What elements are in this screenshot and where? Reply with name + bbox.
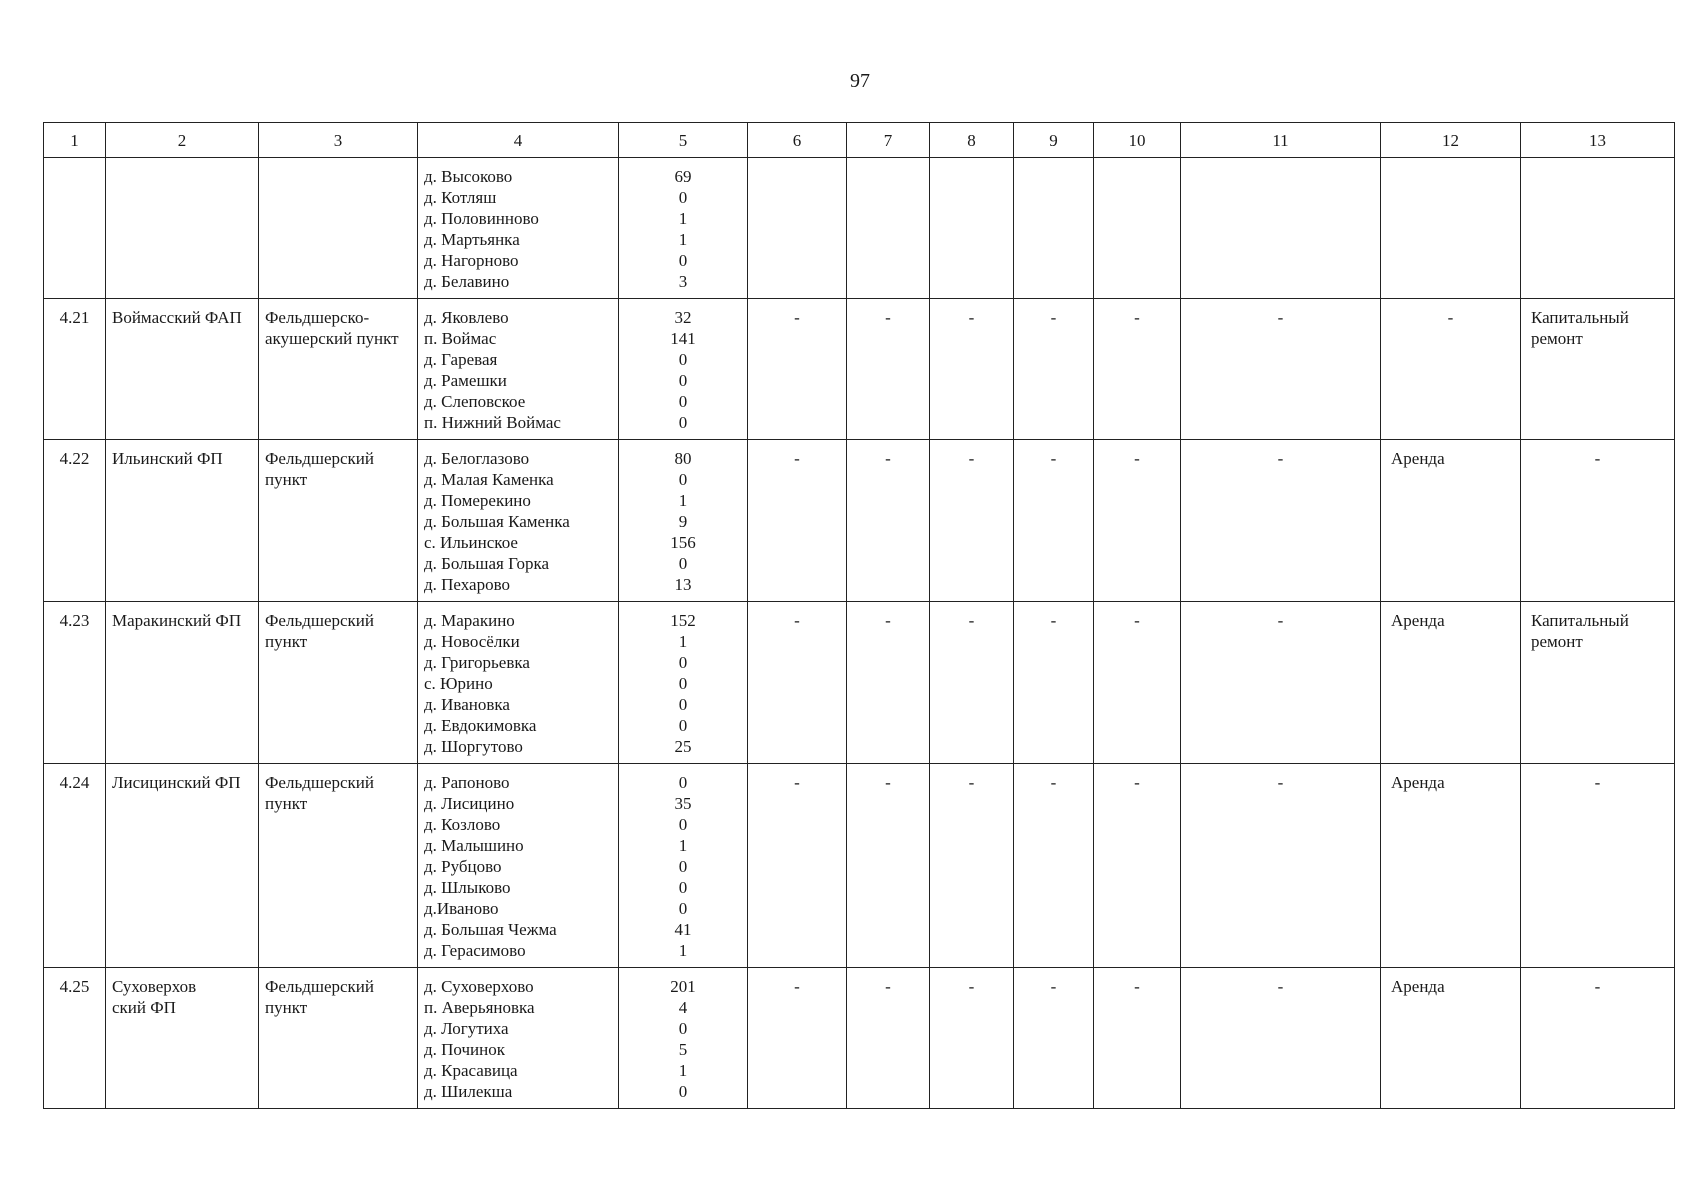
cell-line: 0 [678,392,688,411]
cell-line: 0 [678,674,688,693]
cell-line: д. Логутиха [424,1019,509,1038]
cell-line: ремонт [1531,329,1583,348]
cell-line: Фельдшерский [265,977,374,996]
cell-c6: - [748,440,847,602]
cell-settlements [418,764,619,968]
column-header-8: 8 [930,123,1014,158]
table-row [44,440,1675,602]
cell-c8: - [930,602,1014,764]
cell-c11: - [1181,968,1381,1109]
cell-population [619,602,748,764]
cell-facility-name [106,602,259,764]
column-header-6: 6 [748,123,847,158]
cell-line: - [1594,977,1601,996]
column-header-2: 2 [106,123,259,158]
cell-settlements [418,299,619,440]
cell-line: д. Ивановка [424,695,510,714]
cell-c7: - [847,602,930,764]
cell-number: 4.21 [44,299,106,440]
cell-line: Суховерхов [112,977,197,996]
cell-line: д. Шлыково [424,878,511,897]
cell-line: 0 [678,653,688,672]
cell-c7: - [847,299,930,440]
cell-line: 1 [678,632,688,651]
header-row [44,123,1675,158]
cell-c7: - [847,968,930,1109]
cell-c9: - [1014,968,1094,1109]
cell-line: Аренда [1391,977,1445,996]
cell-line: Капитальный [1531,611,1629,630]
cell-c9: - [1014,764,1094,968]
cell-c12 [1381,440,1521,602]
cell-line: д. Малая Каменка [424,470,554,489]
cell-c13 [1521,968,1675,1109]
cell-line: пункт [265,998,308,1017]
cell-line: д. Мартьянка [424,230,520,249]
page-number: 97 [850,70,870,92]
cell-facility-name [106,440,259,602]
cell-line: д. Евдокимовка [424,716,537,735]
cell-line: Фельдшерский [265,773,374,792]
cell-line: 35 [674,794,692,813]
cell-line: д. Рубцово [424,857,502,876]
table-row [44,158,1675,299]
cell-line: д. Слеповское [424,392,526,411]
cell-line: 0 [678,350,688,369]
cell-c11 [1181,158,1381,299]
cell-c12 [1381,764,1521,968]
cell-line: 0 [678,188,688,207]
cell-line: 0 [678,773,688,792]
cell-line: 13 [674,575,692,594]
cell-line: пункт [265,470,308,489]
cell-line: д. Померекино [424,491,531,510]
cell-line: 0 [678,371,688,390]
cell-line: д. Новосёлки [424,632,520,651]
column-header-1: 1 [44,123,106,158]
cell-line: 5 [678,1040,688,1059]
cell-line: 1 [678,491,688,510]
column-header-9: 9 [1014,123,1094,158]
cell-facility-type [259,968,418,1109]
cell-line: 69 [674,167,692,186]
cell-c6: - [748,764,847,968]
cell-line: 1 [678,836,688,855]
cell-line: - [1447,308,1454,327]
cell-line: 152 [670,611,696,630]
table-row [44,968,1675,1109]
cell-line: д. Лисицино [424,794,515,813]
cell-c12 [1381,158,1521,299]
cell-line: д. Герасимово [424,941,526,960]
column-header-4: 4 [418,123,619,158]
cell-line: 0 [678,899,688,918]
cell-line: д. Григорьевка [424,653,530,672]
cell-line: Аренда [1391,449,1445,468]
cell-line: д. Белоглазово [424,449,530,468]
cell-line: 0 [678,413,688,432]
cell-c6: - [748,968,847,1109]
cell-c13 [1521,440,1675,602]
cell-line: - [1594,449,1601,468]
cell-c13 [1521,158,1675,299]
cell-number: 4.22 [44,440,106,602]
cell-c6: - [748,299,847,440]
cell-line: д. Гаревая [424,350,498,369]
cell-line: 0 [678,815,688,834]
cell-c8 [930,158,1014,299]
cell-c9: - [1014,440,1094,602]
cell-facility-type [259,602,418,764]
cell-c10: - [1094,440,1181,602]
cell-c10 [1094,158,1181,299]
cell-population [619,764,748,968]
cell-line: д. Большая Горка [424,554,550,573]
cell-c11: - [1181,440,1381,602]
column-header-10: 10 [1094,123,1181,158]
cell-number: 4.23 [44,602,106,764]
cell-facility-name [106,299,259,440]
cell-number: 4.25 [44,968,106,1109]
cell-c13 [1521,602,1675,764]
column-header-3: 3 [259,123,418,158]
cell-line: д. Малышино [424,836,524,855]
cell-c8: - [930,299,1014,440]
cell-line: 0 [678,716,688,735]
cell-line: д. Белавино [424,272,510,291]
cell-line: д. Козлово [424,815,501,834]
cell-line: п. Аверьяновка [424,998,535,1017]
cell-settlements [418,968,619,1109]
cell-line: акушерский пункт [265,329,399,348]
cell-c10: - [1094,299,1181,440]
cell-line: Ильинский ФП [112,449,223,468]
cell-c6: - [748,602,847,764]
cell-c6 [748,158,847,299]
cell-line: д. Суховерхово [424,977,534,996]
cell-line: 32 [674,308,692,327]
cell-line: 1 [678,230,688,249]
cell-line: д. Починок [424,1040,505,1059]
cell-line: Маракинский ФП [112,611,242,630]
cell-line: с. Ильинское [424,533,518,552]
cell-c12 [1381,968,1521,1109]
cell-c7 [847,158,930,299]
cell-settlements [418,440,619,602]
cell-facility-name [106,158,259,299]
cell-line: д. Нагорново [424,251,519,270]
cell-line: Воймасский ФАП [112,308,242,327]
cell-c8: - [930,440,1014,602]
cell-line: 0 [678,1082,688,1101]
cell-c12 [1381,299,1521,440]
cell-line: пункт [265,794,308,813]
cell-line: п. Нижний Воймас [424,413,561,432]
cell-line: д. Котляш [424,188,497,207]
cell-population [619,158,748,299]
cell-facility-name [106,968,259,1109]
cell-population [619,968,748,1109]
cell-line: 1 [678,941,688,960]
cell-line: 201 [670,977,696,996]
cell-c9: - [1014,299,1094,440]
cell-number [44,158,106,299]
cell-c10: - [1094,968,1181,1109]
cell-line: д. Большая Чежма [424,920,557,939]
cell-c13 [1521,764,1675,968]
cell-line: д. Половинново [424,209,539,228]
cell-line: 25 [674,737,692,756]
cell-line: д.Иваново [424,899,499,918]
cell-line: Лисицинский ФП [112,773,241,792]
cell-line: 0 [678,695,688,714]
cell-line: п. Воймас [424,329,497,348]
cell-line: д. Большая Каменка [424,512,570,531]
cell-c12 [1381,602,1521,764]
cell-c13 [1521,299,1675,440]
cell-facility-type [259,299,418,440]
table-row [44,602,1675,764]
cell-settlements [418,602,619,764]
cell-line: Аренда [1391,773,1445,792]
cell-line: д. Маракино [424,611,515,630]
table-row [44,764,1675,968]
cell-line: д. Рапоново [424,773,510,792]
column-header-13: 13 [1521,123,1675,158]
cell-facility-name [106,764,259,968]
cell-line: 0 [678,857,688,876]
cell-line: 41 [674,920,692,939]
cell-population [619,440,748,602]
cell-c10: - [1094,764,1181,968]
cell-line: 3 [678,272,688,291]
cell-line: 0 [678,554,688,573]
cell-line: ский ФП [112,998,176,1017]
cell-line: д. Пехарово [424,575,510,594]
cell-line: 1 [678,209,688,228]
cell-c7: - [847,764,930,968]
cell-line: д. Рамешки [424,371,507,390]
cell-line: 9 [678,512,688,531]
cell-line: 0 [678,470,688,489]
cell-line: 141 [670,329,696,348]
cell-c8: - [930,764,1014,968]
cell-facility-type [259,764,418,968]
cell-line: 1 [678,1061,688,1080]
data-table [43,122,1675,1109]
cell-line: 0 [678,251,688,270]
cell-facility-type [259,158,418,299]
cell-settlements [418,158,619,299]
cell-c8: - [930,968,1014,1109]
cell-line: 0 [678,1019,688,1038]
cell-line: с. Юрино [424,674,493,693]
cell-line: д. Шилекша [424,1082,513,1101]
cell-line: Фельдшерско- [265,308,370,327]
cell-line: пункт [265,632,308,651]
cell-line: д. Яковлево [424,308,509,327]
column-header-12: 12 [1381,123,1521,158]
cell-line: - [1594,773,1601,792]
cell-c11: - [1181,299,1381,440]
cell-c11: - [1181,764,1381,968]
cell-line: 4 [678,998,688,1017]
cell-line: д. Шоргутово [424,737,523,756]
cell-line: д. Красавица [424,1061,518,1080]
cell-number: 4.24 [44,764,106,968]
column-header-7: 7 [847,123,930,158]
cell-c11: - [1181,602,1381,764]
cell-line: ремонт [1531,632,1583,651]
cell-line: Фельдшерский [265,611,374,630]
cell-facility-type [259,440,418,602]
cell-line: 0 [678,878,688,897]
table-row [44,299,1675,440]
column-header-11: 11 [1181,123,1381,158]
cell-line: Аренда [1391,611,1445,630]
cell-c9 [1014,158,1094,299]
cell-population [619,299,748,440]
cell-line: Фельдшерский [265,449,374,468]
cell-line: д. Высоково [424,167,513,186]
cell-line: 156 [670,533,696,552]
column-header-5: 5 [619,123,748,158]
cell-line: 80 [674,449,692,468]
cell-c10: - [1094,602,1181,764]
cell-c9: - [1014,602,1094,764]
cell-line: Капитальный [1531,308,1629,327]
cell-c7: - [847,440,930,602]
